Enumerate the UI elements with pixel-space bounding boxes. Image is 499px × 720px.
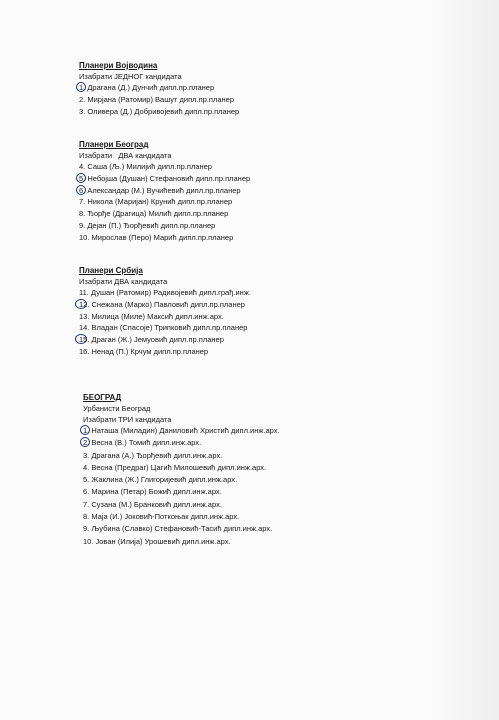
candidate-item: 12. Снежана (Марко) Павловић дипл.пр.планер — [79, 299, 251, 311]
candidate-list — [83, 425, 280, 548]
section-planners-vojvodina — [79, 60, 239, 117]
section-subheading: Урбанисти Београд — [83, 404, 151, 413]
candidate-item: 8. Маја (И.) Јоковић-Поткоњак дипл.инж.арх. — [83, 512, 240, 522]
candidate-item: 5. Небојша (Душан) Стефановић дипл.пр.планер — [79, 173, 250, 185]
candidate-item: 2. Весна (В.) Томић дипл.инж.арх. — [83, 437, 280, 449]
selection-circle-mark — [76, 173, 86, 183]
candidate-item: 13. Милица (Миле) Максић дипл.инж.арх. — [79, 311, 224, 321]
section-planners-serbia — [79, 265, 251, 358]
candidate-item: 7. Сузана (М.) Бранковић дипл.инж.арх. — [83, 499, 222, 509]
section-instruction: Изабрати ДВА кандидата — [79, 277, 168, 286]
candidate-item: 3. Драгана (А.) Ђорђевић дипл.инж.арх. — [83, 450, 223, 460]
candidate-item: 8. Ђорђе (Драгица) Милић дипл.пр.планер — [79, 209, 229, 219]
candidate-item: 2. Мирјана (Ратомир) Вашут дипл.пр.планер — [79, 94, 235, 104]
section-heading: Планери Србија — [79, 266, 143, 275]
section-heading: БЕОГРАД — [83, 393, 122, 402]
candidate-list — [79, 82, 239, 117]
candidate-item: 10. Јован (Илија) Урошевић дипл.инж.арх. — [83, 536, 231, 546]
section-instruction: Изабрати ЈЕДНОГ кандидата — [79, 72, 182, 81]
section-heading: Планери Београд — [79, 140, 149, 149]
candidate-item: 9. Љубина (Славко) Стефановић-Тасић дипл.инж.арх. — [83, 524, 273, 534]
candidate-item: 6. Марина (Петар) Божић дипл.инж.арх. — [83, 487, 222, 497]
candidate-item: 7. Никола (Маријан) Крунић дипл.пр.планер — [79, 197, 233, 207]
candidate-list — [79, 287, 251, 358]
candidate-item: 1. Наташа (Миладин) Даниловић Христић дипл.инж.арх. — [83, 425, 280, 437]
candidate-item: 9. Дејан (П.) Ђорђевић дипл.пр.планер — [79, 220, 216, 230]
candidate-item: 6. Александар (М.) Вучићевић дипл.пр.планер — [79, 185, 250, 197]
selection-circle-mark — [76, 185, 86, 195]
selection-circle-mark — [76, 82, 86, 92]
section-urbanists-belgrade — [83, 392, 280, 548]
section-heading: Планери Војводина — [79, 61, 158, 70]
section-planners-belgrade — [79, 139, 250, 244]
candidate-list — [79, 161, 250, 244]
candidate-item: 3. Оливера (Д.) Добривојевић дипл.пр.планер — [79, 106, 240, 116]
candidate-item: 5. Жаклина (Ж.) Глигоријевић дипл.инж.арх. — [83, 475, 238, 485]
candidate-item: 15. Драган (Ж.) Јемуовић дипл.пр.планер — [79, 334, 251, 346]
candidate-item: 10. Мирослав (Перо) Марић дипл.пр.планер — [79, 232, 234, 242]
section-instruction: Изабрати ТРИ кандидата — [83, 415, 172, 424]
selection-circle-mark — [80, 425, 90, 435]
candidate-item: 14. Владан (Спасоје) Трипковић дипл.пр.планер — [79, 323, 248, 333]
candidate-item: 16. Ненад (П.) Крчум дипл.пр.планер — [79, 346, 209, 356]
candidate-item: 1. Драгана (Д.) Дунчић дипл.пр.планер — [79, 82, 239, 94]
section-instruction: Изабрати ДВА кандидата — [79, 151, 172, 160]
candidate-item: 11. Душан (Ратомир) Радивојевић дипл.грађ.инж. — [79, 288, 251, 297]
candidate-item: 4. Весна (Предраг) Цагић Милошевић дипл.инж.арх. — [83, 462, 267, 472]
selection-circle-mark — [75, 299, 87, 309]
candidate-item: 4. Саша (Љ.) Милијић дипл.пр.планер — [79, 162, 212, 171]
